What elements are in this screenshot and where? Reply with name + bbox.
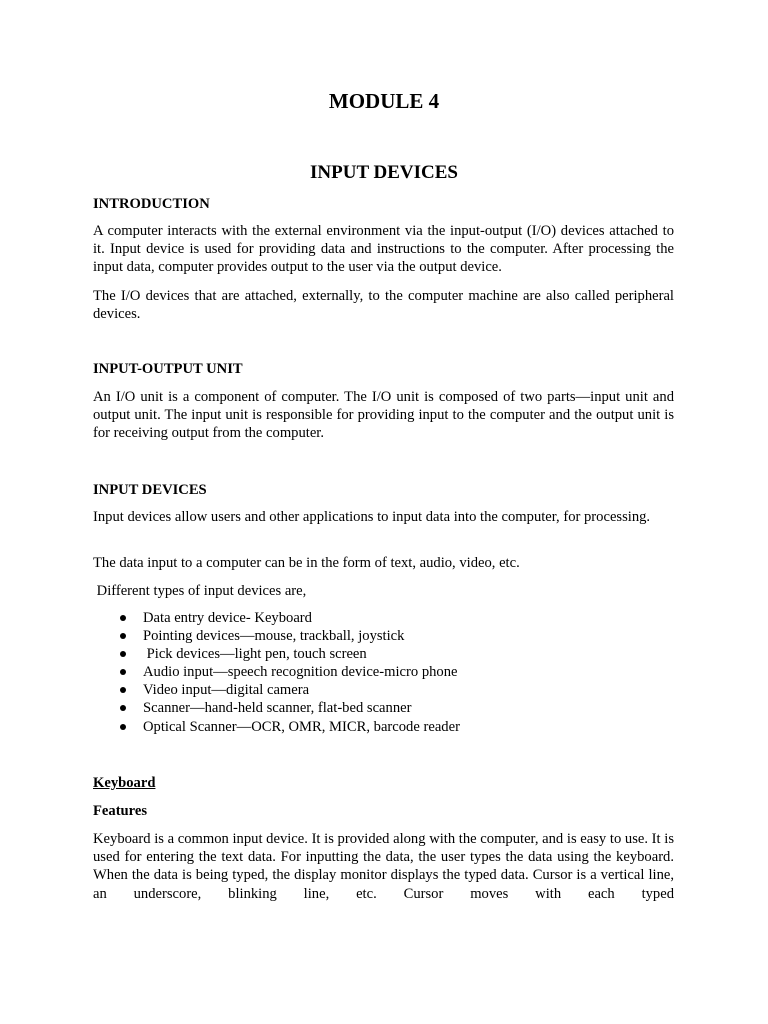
list-item: Optical Scanner—OCR, OMR, MICR, barcode reader — [93, 718, 674, 736]
list-item: Scanner—hand-held scanner, flat-bed scanner — [93, 699, 674, 717]
list-item: Pick devices—light pen, touch screen — [93, 645, 674, 663]
paragraph-input-devices-2: The data input to a computer can be in the form of text, audio, video, etc. — [93, 555, 520, 571]
paragraph-intro-1: A computer interacts with the external environment via the input-output (I/O) devices attached to it. Input device is used for providing data and instructions to the computer. After processing the input data, computer provides output to the user via the output device. — [93, 223, 674, 276]
list-item: Audio input—speech recognition device-micro phone — [93, 663, 674, 681]
list-item: Video input—digital camera — [93, 681, 674, 699]
paragraph-input-devices-3: Different types of input devices are, — [93, 583, 307, 599]
module-title: MODULE 4 — [328, 89, 440, 113]
chapter-title: INPUT DEVICES — [310, 162, 458, 183]
heading-io-unit: INPUT-OUTPUT UNIT — [93, 361, 243, 377]
input-device-types-list — [93, 609, 674, 736]
heading-keyboard: Keyboard — [93, 775, 156, 791]
paragraph-io-unit: An I/O unit is a component of computer. The I/O unit is composed of two parts—input unit and output unit. The input unit is responsible for providing input to the computer and the output unit is for receiving output from the computer. — [93, 389, 674, 442]
list-item: Pointing devices—mouse, trackball, joystick — [93, 627, 674, 645]
paragraph-keyboard: Keyboard is a common input device. It is provided along with the computer, and is easy to use. It is used for entering the text data. For inputting the data, the user types the data using the keyboard. When the data is being typed, the display monitor displays the typed data. Cursor is a vertical line, an underscore, blinking line, etc. Cursor moves with each typed — [93, 831, 674, 902]
subheading-features: Features — [93, 803, 148, 819]
list-item: Data entry device- Keyboard — [93, 609, 674, 627]
heading-introduction: INTRODUCTION — [93, 196, 210, 212]
paragraph-intro-2: The I/O devices that are attached, externally, to the computer machine are also called peripheral devices. — [93, 288, 674, 323]
heading-input-devices: INPUT DEVICES — [93, 482, 207, 498]
paragraph-input-devices-1: Input devices allow users and other applications to input data into the computer, for processing. — [93, 509, 651, 525]
